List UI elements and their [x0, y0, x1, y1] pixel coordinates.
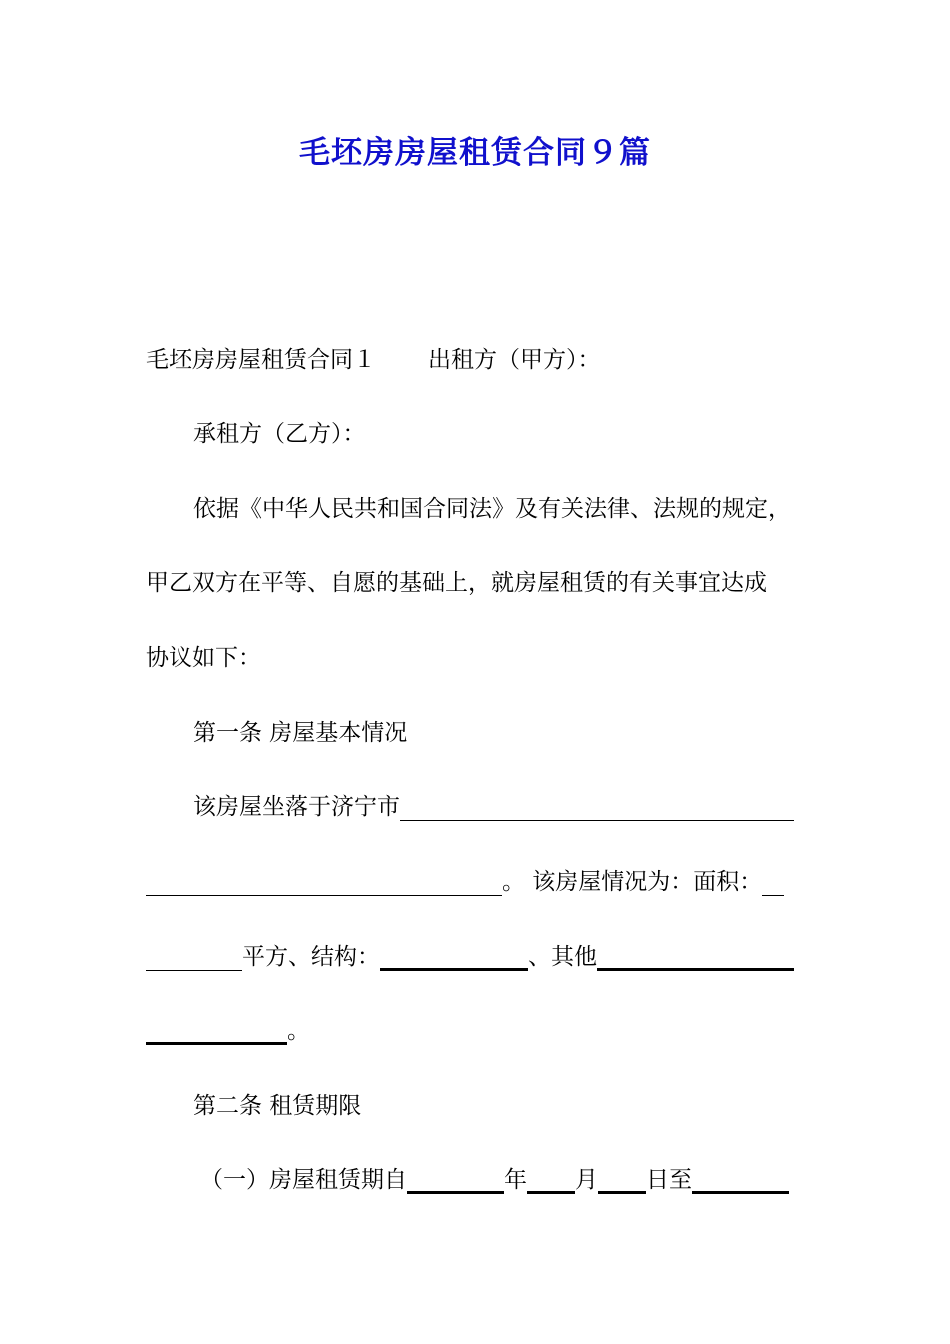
period-mark: 。 — [287, 1018, 310, 1044]
document-title: 毛坯房房屋租赁合同９篇 — [299, 135, 651, 171]
lessor-label: 出租方（甲方）： — [428, 347, 601, 373]
end-year-blank — [692, 1161, 789, 1194]
area-blank-continued — [146, 940, 242, 971]
paragraph-line: 协议如下： — [146, 645, 261, 671]
day-to-label: 日至 — [646, 1167, 692, 1193]
paragraph-line — [146, 862, 784, 902]
paragraph-line — [146, 340, 601, 380]
structure-label: 平方、结构： — [242, 944, 380, 970]
paragraph-line — [200, 1160, 789, 1200]
paragraph-line: 依据《中华人民共和国合同法》及有关法律、法规的规定， — [193, 496, 791, 522]
start-month-blank — [527, 1161, 575, 1194]
area-blank — [762, 865, 784, 896]
other-label: 、其他 — [528, 944, 597, 970]
paragraph-line: 甲乙双方在平等、自愿的基础上，就房屋租赁的有关事宜达成 — [146, 570, 767, 596]
location-blank — [400, 790, 794, 821]
location-blank-continued — [146, 865, 502, 896]
lessee-label: 承租方（乙方）： — [193, 421, 366, 447]
month-label: 月 — [575, 1167, 598, 1193]
location-label: 该房屋坐落于济宁市 — [193, 794, 400, 820]
start-year-blank — [407, 1161, 504, 1194]
article-heading: 第二条 租赁期限 — [193, 1093, 362, 1119]
area-label: 。 该房屋情况为：面积： — [502, 869, 763, 895]
year-label: 年 — [504, 1167, 527, 1193]
paragraph-line — [193, 787, 794, 827]
paragraph-line — [146, 937, 794, 977]
contract-subtitle: 毛坯房房屋租赁合同１ — [146, 347, 376, 373]
article-heading: 第一条 房屋基本情况 — [193, 720, 408, 746]
paragraph-line — [146, 1011, 310, 1051]
lease-period-label: （一）房屋租赁期自 — [200, 1167, 407, 1193]
structure-blank — [380, 938, 528, 971]
start-day-blank — [598, 1161, 646, 1194]
other-blank-continued — [146, 1012, 287, 1045]
other-blank — [597, 938, 794, 971]
